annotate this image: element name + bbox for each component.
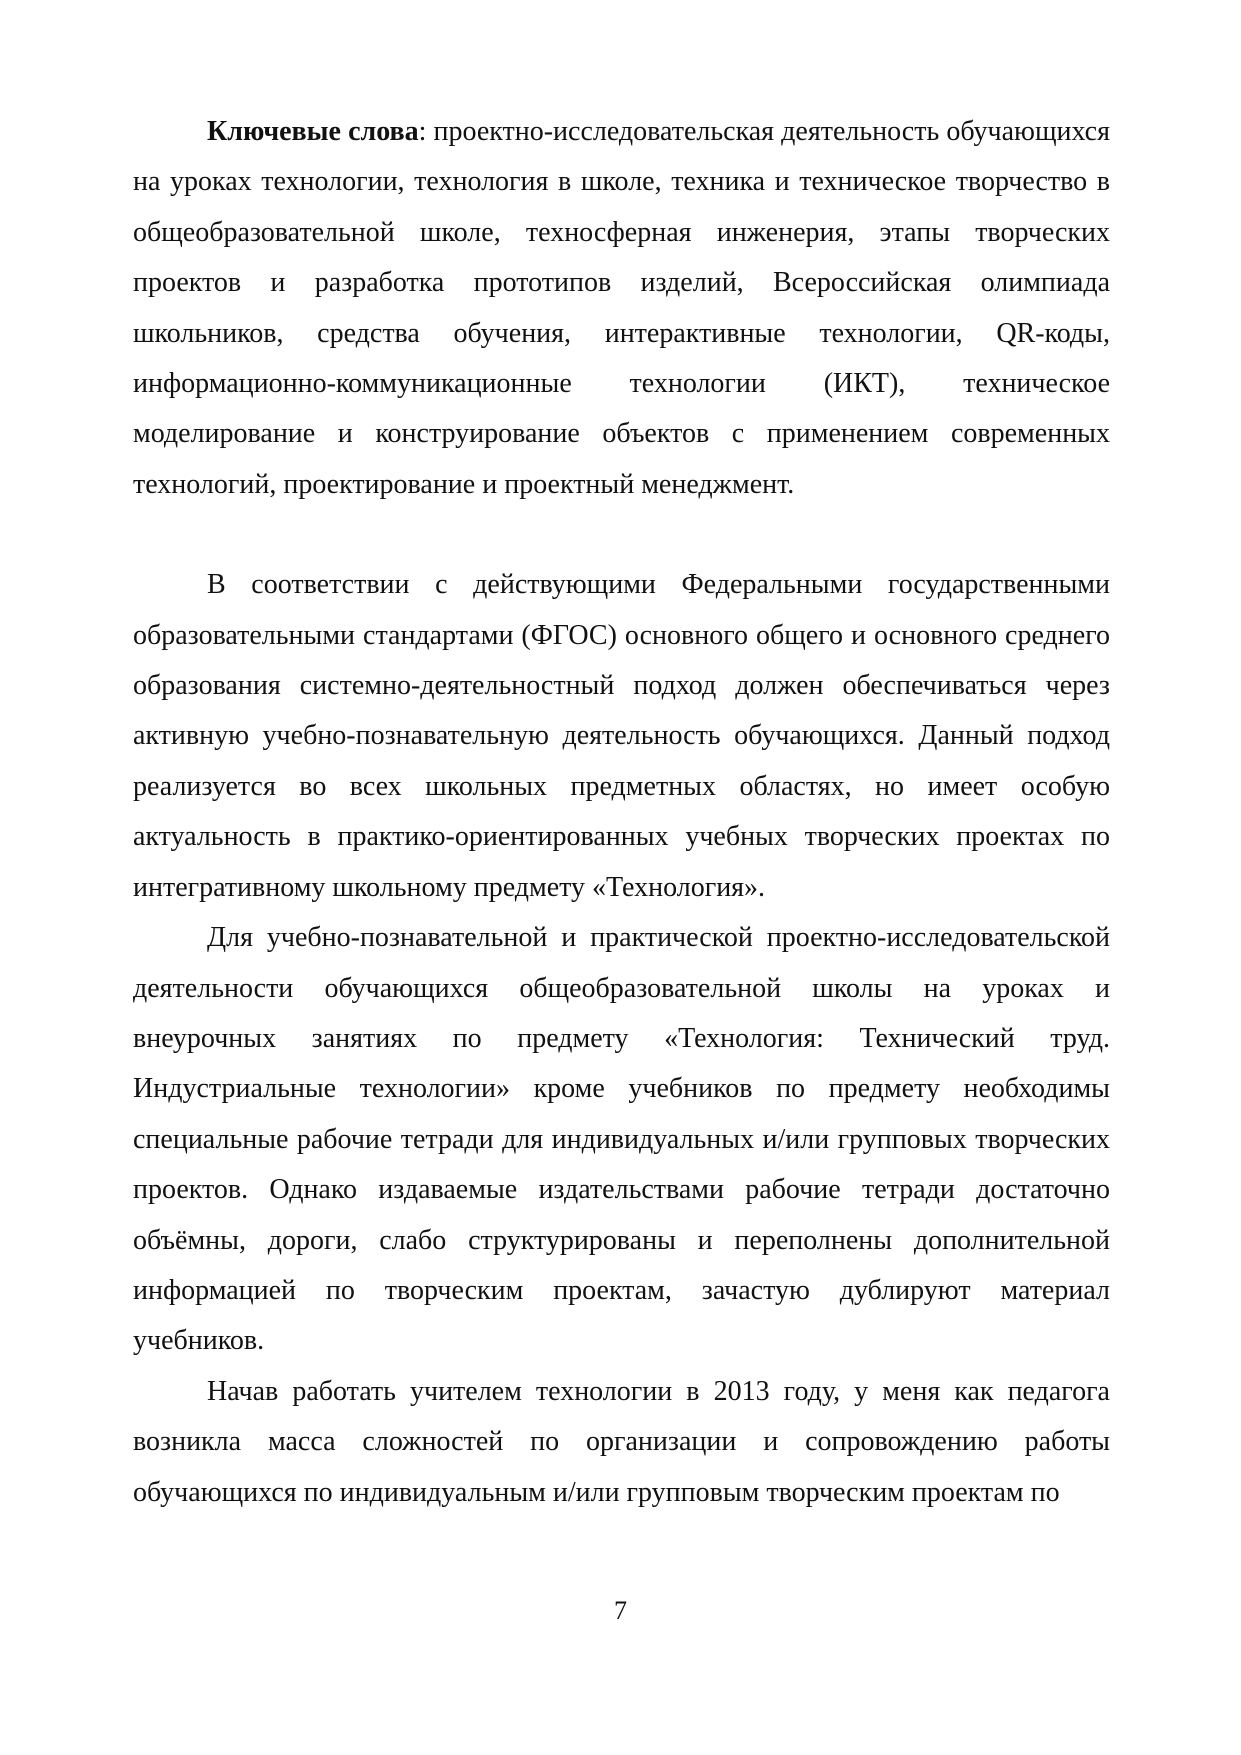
paragraph-gap (133, 510, 1110, 560)
keywords-label: Ключевые слова (207, 116, 419, 147)
body-paragraph-teacher: Начав работать учителем технологии в 2013 году, у меня как педагога возникла масса сложностей по организации и сопровождению работы обучающихся по индивидуальным и/или групповым творческим проектам по (133, 1375, 1110, 1508)
keywords-colon: : (418, 116, 427, 147)
body-paragraph-fgos: В соответствии с действующими Федеральными государственными образовательными стандартами (ФГОС) основного общего и основного среднего образования системно-деятельностный подход должен обеспечиваться через активную учебно-познавательную деятельность обучающихся. Данный подход реализуется во всех школьных предметных областях, но имеет особую актуальность в практико-ориентированных учебных творческих проектах по интегративному школьному предмету «Технология». (133, 569, 1110, 903)
page-number: 7 (614, 1596, 627, 1625)
keywords-paragraph (133, 107, 1110, 510)
document-page (133, 107, 1110, 1518)
body-paragraph-workbooks: Для учебно-познавательной и практической проектно-исследовательской деятельности обучающихся общеобразовательной школы на уроках и внеурочных занятиях по предмету «Технология: Технический труд. Индустриальные технологии» кроме учебников по предмету необходимы специальные рабочие тетради для индивидуальных и/или групповых творческих проектов. Однако издаваемые издательствами рабочие тетради достаточно объёмны, дороги, слабо структурированы и переполнены дополнительной информацией по творческим проектам, зачастую дублируют материал учебников. (133, 922, 1110, 1357)
keywords-text: проектно-исследовательская деятельность обучающихся на уроках технологии, технология в школе, техника и техническое творчество в общеобразовательной школе, техносферная инженерия, этапы творческих проектов и разработка прототипов изделий, Всероссийская олимпиада школьников, средства обучения, интерактивные технологии, QR-коды, информационно-коммуникационные технологии (ИКТ), техническое моделирование и конструирование объектов с применением современных технологий, проектирование и проектный менеджмент. (133, 116, 1110, 500)
